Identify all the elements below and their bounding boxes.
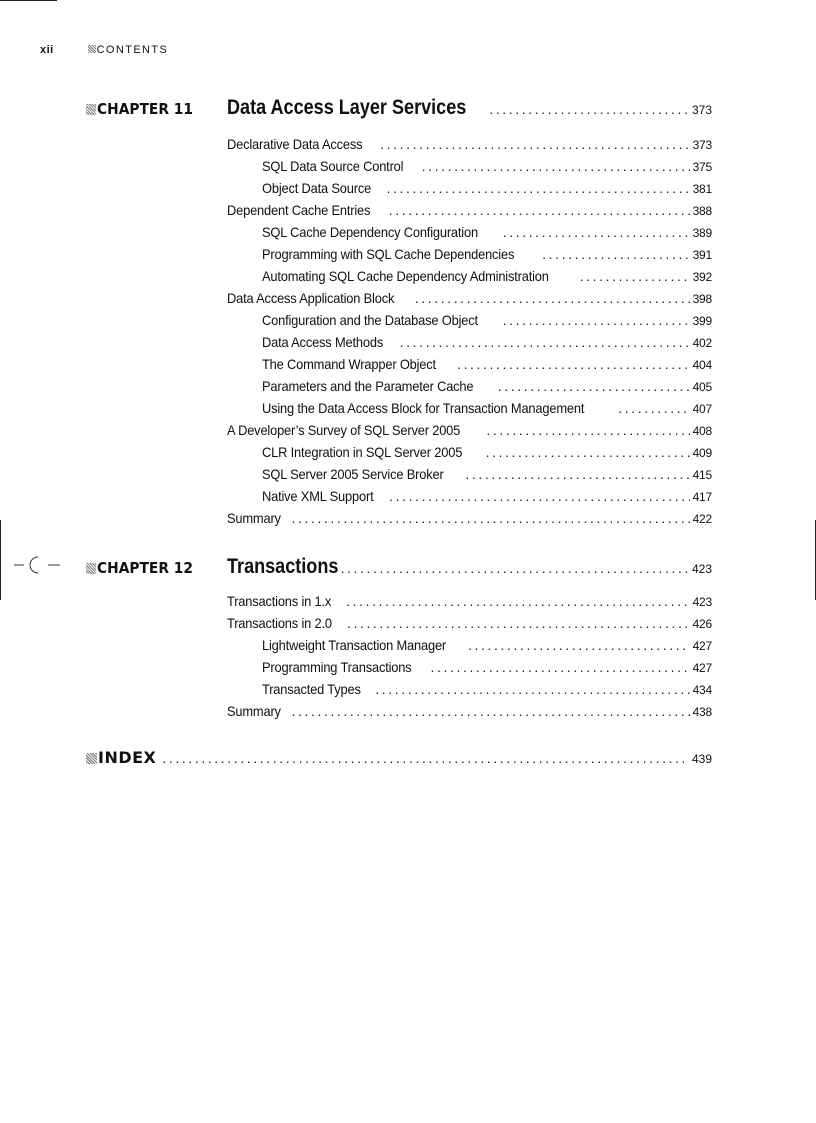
toc-entry[interactable]: Configuration and the Database Object ..... 399	[227, 309, 712, 331]
top-rule	[0, 0, 57, 1]
toc-entry[interactable]: Transactions in 1.x ..... 423	[227, 590, 712, 612]
toc-entry[interactable]: Data Access Methods ..... 402	[227, 331, 712, 353]
gray-square-icon	[88, 45, 96, 53]
chapter-page: 373	[691, 103, 712, 117]
toc-entry[interactable]: Summary ..... 438	[227, 700, 712, 722]
crop-mark-icon	[14, 553, 62, 577]
dot-leader	[341, 560, 689, 576]
left-margin-mark	[0, 520, 1, 600]
chapter-entries	[227, 590, 712, 722]
toc-entry[interactable]: Dependent Cache Entries ..... 388	[227, 199, 712, 221]
dot-leader	[489, 101, 689, 117]
index-page: 439	[691, 752, 712, 766]
toc-entry[interactable]: The Command Wrapper Object ..... 404	[227, 353, 712, 375]
toc-entry[interactable]: Transactions in 2.0 ..... 426	[227, 612, 712, 634]
toc-entry[interactable]: SQL Data Source Control ..... 375	[227, 155, 712, 177]
toc-entry[interactable]: SQL Server 2005 Service Broker ..... 415	[227, 463, 712, 485]
chapter-title: Data Access Layer Services	[227, 96, 467, 119]
page-number: xii	[40, 44, 54, 56]
dot-leader	[162, 750, 689, 766]
toc-entry[interactable]: A Developer’s Survey of SQL Server 2005 ..... 408	[227, 419, 712, 441]
toc-entry[interactable]: Data Access Application Block ..... 398	[227, 287, 712, 309]
chapter-label: CHAPTER 12	[86, 559, 193, 577]
chapter-page: 423	[691, 562, 712, 576]
toc-entry[interactable]: Automating SQL Cache Dependency Administration ..... 392	[227, 265, 712, 287]
toc-entry[interactable]: Programming with SQL Cache Dependencies ..... 391	[227, 243, 712, 265]
chapter-12-block	[86, 555, 712, 722]
toc-entry[interactable]: Transacted Types ..... 434	[227, 678, 712, 700]
chapter-heading[interactable]	[86, 96, 712, 122]
running-head	[40, 44, 168, 56]
toc-entry[interactable]: CLR Integration in SQL Server 2005 ..... 409	[227, 441, 712, 463]
gray-square-icon	[86, 753, 97, 764]
toc-entry[interactable]: Native XML Support ..... 417	[227, 485, 712, 507]
toc-entry[interactable]: Declarative Data Access ..... 373	[227, 133, 712, 155]
chapter-label: CHAPTER 11	[86, 100, 193, 118]
toc-entry[interactable]: Parameters and the Parameter Cache ..... 405	[227, 375, 712, 397]
index-entry[interactable]	[86, 748, 712, 767]
toc-entry[interactable]: SQL Cache Dependency Configuration ..... 389	[227, 221, 712, 243]
chapter-11-block	[86, 96, 712, 529]
toc-entry[interactable]: Summary ..... 422	[227, 507, 712, 529]
gray-square-icon	[86, 104, 96, 115]
gray-square-icon	[86, 563, 96, 574]
chapter-entries	[227, 133, 712, 529]
toc-entry[interactable]: Object Data Source ..... 381	[227, 177, 712, 199]
chapter-heading[interactable]	[86, 555, 712, 581]
index-label: INDEX	[86, 748, 156, 767]
section-title: CONTENTS	[96, 44, 169, 56]
toc-entry[interactable]: Lightweight Transaction Manager ..... 427	[227, 634, 712, 656]
toc-entry[interactable]: Using the Data Access Block for Transaction Management ..... 407	[227, 397, 712, 419]
chapter-title: Transactions	[227, 555, 339, 578]
toc-entry[interactable]: Programming Transactions ..... 427	[227, 656, 712, 678]
